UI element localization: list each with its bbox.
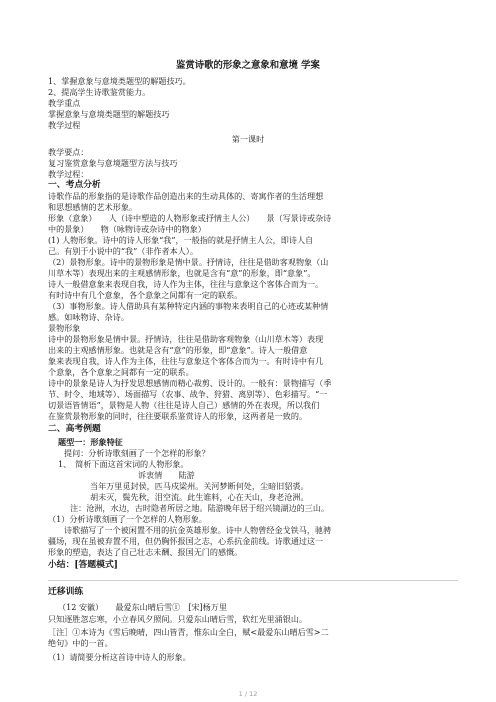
paragraph-line: 切景语皆情语”，景物是人物（往往是诗人自己）感情的外在表现，所以我们 xyxy=(48,400,320,410)
paragraph-line: 诗中的景物形象是情中景。抒情诗，往往是借助客观物象（山川草木等）表现 xyxy=(48,334,324,344)
paragraph-line: （2）景物形象。诗中的景物形象是情中景。抒情诗，往往是借助客观物象（山 xyxy=(48,257,329,267)
paragraph-line: 有时诗中有几个意象，各个意象之间都有一定的联系。 xyxy=(48,290,243,300)
paragraph-line: 个意象，各个意象之间都有一定的联系。 xyxy=(48,367,194,377)
paragraph-line: 形象（意象） 人（诗中塑造的人物形象或抒情主人公） 景（写景诗或杂诗 xyxy=(48,213,332,223)
paragraph-line: 川草木等）表现出来的主观感情形象，也就是含有“意”的形象，即“意象”。 xyxy=(48,268,316,278)
paragraph-line: 象来表现自我，诗人作为主体，往往与意象这个客体合而为一。有时诗中有几 xyxy=(48,356,324,366)
question-type-heading: 题型一：形象特征 xyxy=(58,437,123,447)
paragraph-line: （3）事物形象。诗人借助具有某种特定内涵的事物来表明自己的心迹或某种情 xyxy=(48,301,329,311)
paragraph-line: 诗人一般借意象来表现自我，诗人作为主体，往往与意象这个客体合而为一。 xyxy=(48,279,324,289)
question-prompt: 提问：分析诗歌刻画了一个怎样的形象？ xyxy=(64,448,210,458)
poem-line: 胡未灭，鬓先秋，泪空流。此生谁料，心在天山，身老沧洲。 xyxy=(90,492,309,502)
poem-note: ［注］①本诗为《雪后晚晴，四山皆青，惟东山全白，赋<最爱东山晴后雪>二 xyxy=(48,627,329,637)
paragraph-line: 己。有别于小说中的“我”（非作者本人）。 xyxy=(48,246,198,256)
sub-question: （1）分析诗歌刻画了一个怎样的人物形象。 xyxy=(48,514,207,524)
answer-line: 诗歌描写了一个被闲置不用的抗金英雄形象。诗中人物曾经金戈铁马，驰骋 xyxy=(64,525,332,535)
paragraph-line: 中的景象） 物（咏物诗或杂诗中的物象） xyxy=(48,224,206,234)
paragraph-line: (1) 人物形象。诗中的诗人形象“我”，一般指的就是抒情主人公，即诗人自 xyxy=(48,235,314,245)
practice-question: （1）请简要分析这首诗中诗人的形象。 xyxy=(48,652,191,662)
scenery-image-heading: 景物形象 xyxy=(48,323,81,333)
paragraph-line: 诗歌作品的形象指的是诗歌作品创造出来的生动具体的、寄寓作者的生活理想 xyxy=(48,191,324,201)
teaching-points-label: 教学要点： xyxy=(48,147,89,157)
paragraph-line: 节、时令、地域等）、场面描写（农事、战争、狩猎、离别等）、色彩描写。“一 xyxy=(48,389,328,399)
paragraph-line: 在鉴赏景物形象的同时，往往要联系鉴赏诗人的形象，这两者是一致的。 xyxy=(48,411,308,421)
poem-title: 诉衷情 陆游 xyxy=(138,470,195,480)
paragraph-line: 诗中的景象是诗人为抒发思想感情而精心裁剪、设计的。一般有：景物描写（季 xyxy=(48,378,332,388)
paragraph-line: 出来的主观感情形象。也就是含有“意”的形象，即“意象”。诗人一般借意 xyxy=(48,345,308,355)
key-points-heading: 教学重点 xyxy=(48,98,81,108)
teaching-process-label: 教学过程： xyxy=(48,169,89,179)
poem-line: 只知逐胜忽忘寒，小立春风夕照间。只爱东山晴后雪，软红光里涌银山。 xyxy=(48,614,308,624)
answer-line: 疆场，现在虽被弃置不用，但仍胸怀报国之志，心系抗金前线。诗歌通过这一 xyxy=(48,536,324,546)
section-2-heading: 二、高考例题 xyxy=(48,424,101,434)
poem-note: 绝句》中的一首。 xyxy=(48,638,113,648)
document-title: 鉴赏诗歌的形象之意象和意境 学案 xyxy=(176,60,320,71)
lesson-one-heading: 第一课时 xyxy=(231,134,265,144)
page-number: 1 / 12 xyxy=(238,690,258,698)
objective-1: 1、掌握意象与意境类题型的解题技巧。 xyxy=(48,76,191,86)
poem-header: （12 安徽） 最爱东山晴后雪① [宋]杨万里 xyxy=(58,602,227,612)
section-divider xyxy=(48,580,458,581)
section-1-heading: 一、考点分析 xyxy=(48,180,101,190)
teaching-points-text: 复习鉴赏意象与意境题型方法与技巧 xyxy=(48,158,178,168)
poem-line: 当年万里觅封侯，匹马戍梁州。关河梦断何处，尘暗旧貂裘。 xyxy=(90,481,309,491)
paragraph-line: 和思想感情的艺术形象。 xyxy=(48,202,138,212)
poem-note: 注：沧洲，水边，古时隐者所居之地。陆游晚年居于绍兴镜湖边的三山。 xyxy=(70,503,330,513)
objective-2: 2、提高学生诗歌鉴赏能力。 xyxy=(48,87,151,97)
answer-line: 形象的塑造，表达了自己壮志未酬、报国无门的感慨。 xyxy=(48,547,243,557)
key-points-text: 掌握意象与意境类题型的解题技巧 xyxy=(48,109,170,119)
process-heading: 教学过程 xyxy=(48,120,81,130)
summary-heading: 小结：[答题模式] xyxy=(48,560,118,570)
transfer-training-heading: 迁移训练 xyxy=(48,587,84,597)
example-question: 1、 简析下面这首宋词的人物形象。 xyxy=(58,459,189,469)
paragraph-line: 感。如咏物诗、杂诗。 xyxy=(48,312,129,322)
